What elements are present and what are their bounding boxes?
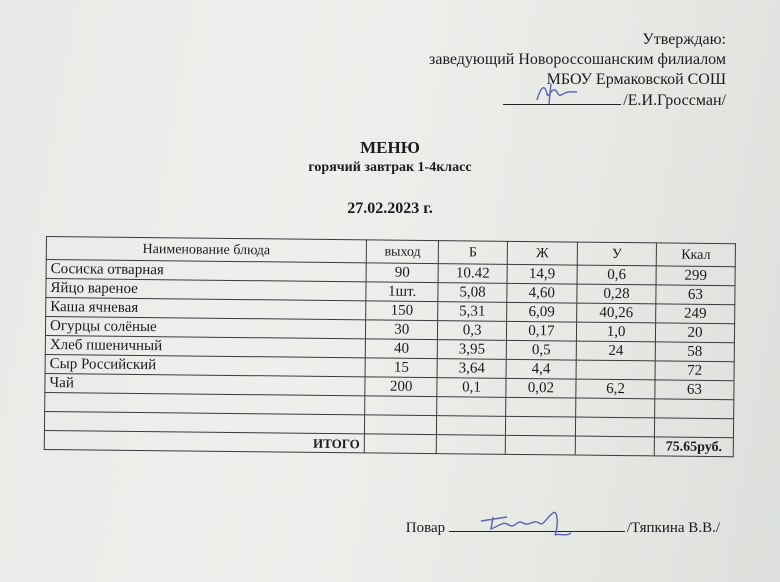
- dish-protein: 3,95: [438, 340, 506, 360]
- dish-portion: 200: [365, 377, 438, 397]
- dish-kcal: 63: [656, 285, 735, 305]
- dish-name: Сыр Российский: [45, 354, 365, 376]
- dish-fat: 0,17: [506, 321, 577, 341]
- approval-heading: Утверждаю:: [642, 31, 726, 48]
- cook-signature: [449, 517, 625, 532]
- dish-protein: [437, 397, 505, 417]
- menu-table: [44, 236, 736, 457]
- dish-portion: 30: [365, 320, 438, 340]
- total-empty-cell: [437, 435, 505, 455]
- approval-signature-line: [429, 90, 726, 111]
- header-fat: Ж: [507, 241, 578, 265]
- dish-kcal: 58: [655, 342, 734, 362]
- dish-fat: 0,02: [506, 378, 577, 398]
- dish-name: Каша ячневая: [46, 298, 366, 320]
- total-empty-cell: [505, 435, 576, 455]
- table-body: [44, 260, 735, 457]
- dish-name: Сосиска отварная: [46, 260, 366, 282]
- dish-carbs: 1,0: [577, 322, 656, 342]
- dish-carbs: 24: [576, 341, 655, 361]
- header-kcal: Ккал: [656, 243, 735, 267]
- dish-protein: 0,3: [438, 321, 506, 341]
- dish-portion: [364, 415, 437, 435]
- dish-kcal: 20: [655, 323, 734, 343]
- dish-kcal: [654, 418, 733, 438]
- approval-block: [429, 30, 726, 111]
- dish-portion: 1шт.: [366, 282, 439, 302]
- dish-kcal: 299: [656, 266, 735, 286]
- total-value: 75.65руб.: [654, 437, 733, 457]
- dish-portion: 150: [366, 301, 439, 321]
- dish-protein: 10.42: [439, 264, 507, 284]
- cook-signature-block: [406, 517, 720, 537]
- dish-carbs: 40,26: [577, 303, 656, 323]
- dish-fat: 14,9: [507, 264, 578, 284]
- dish-portion: 40: [365, 339, 438, 359]
- approval-signature: [503, 90, 621, 105]
- page-subtitle: горячий завтрак 1-4класс: [308, 160, 472, 175]
- cook-label: Повар: [405, 520, 446, 536]
- dish-portion: 90: [366, 263, 439, 283]
- signature-scribble-icon: [477, 503, 587, 543]
- dish-carbs: 0,28: [577, 284, 656, 304]
- dish-carbs: [576, 398, 655, 418]
- dish-protein: 0,1: [437, 378, 505, 398]
- dish-kcal: 72: [655, 361, 734, 381]
- dish-fat: 4,60: [507, 283, 578, 303]
- dish-fat: 6,09: [506, 302, 577, 322]
- dish-protein: 3,64: [438, 359, 506, 379]
- approval-position: заведующий Новороссошанским филиалом: [429, 51, 726, 68]
- approval-signer: /Е.И.Гроссман/: [623, 92, 726, 109]
- approval-organization: МБОУ Ермаковской СОШ: [546, 71, 726, 88]
- dish-portion: [365, 396, 438, 416]
- dish-kcal: 63: [655, 380, 734, 400]
- dish-fat: 4,4: [506, 359, 577, 379]
- dish-protein: [437, 416, 505, 436]
- page-title: МЕНЮ: [360, 138, 420, 157]
- dish-protein: 5,31: [438, 302, 506, 322]
- dish-carbs: [576, 360, 655, 380]
- dish-fat: 0,5: [506, 340, 577, 360]
- dish-kcal: 249: [656, 304, 735, 324]
- dish-portion: 15: [365, 358, 438, 378]
- total-empty-cell: [575, 436, 654, 456]
- header-protein: Б: [439, 241, 507, 265]
- dish-name: Яйцо вареное: [46, 279, 366, 301]
- dish-protein: 5,08: [438, 283, 506, 303]
- dish-name: Огурцы солёные: [45, 317, 365, 339]
- dish-name: Чай: [45, 373, 365, 395]
- total-label: ИТОГО: [44, 430, 364, 452]
- dish-kcal: [655, 399, 734, 419]
- dish-carbs: [576, 417, 655, 437]
- header-dish-name: Наименование блюда: [46, 237, 366, 263]
- dish-fat: [505, 397, 576, 417]
- menu-date: 27.02.2023 г.: [347, 200, 433, 217]
- dish-name: Хлеб пшеничный: [45, 335, 365, 357]
- dish-fat: [505, 416, 576, 436]
- header-carbs: У: [577, 242, 656, 266]
- dish-carbs: 6,2: [576, 379, 655, 399]
- signature-scribble-icon: [533, 80, 593, 106]
- cook-name: /Тяпкина В.В./: [626, 520, 720, 536]
- total-empty-cell: [364, 434, 437, 454]
- dish-carbs: 0,6: [577, 265, 656, 285]
- header-portion: выход: [366, 240, 439, 264]
